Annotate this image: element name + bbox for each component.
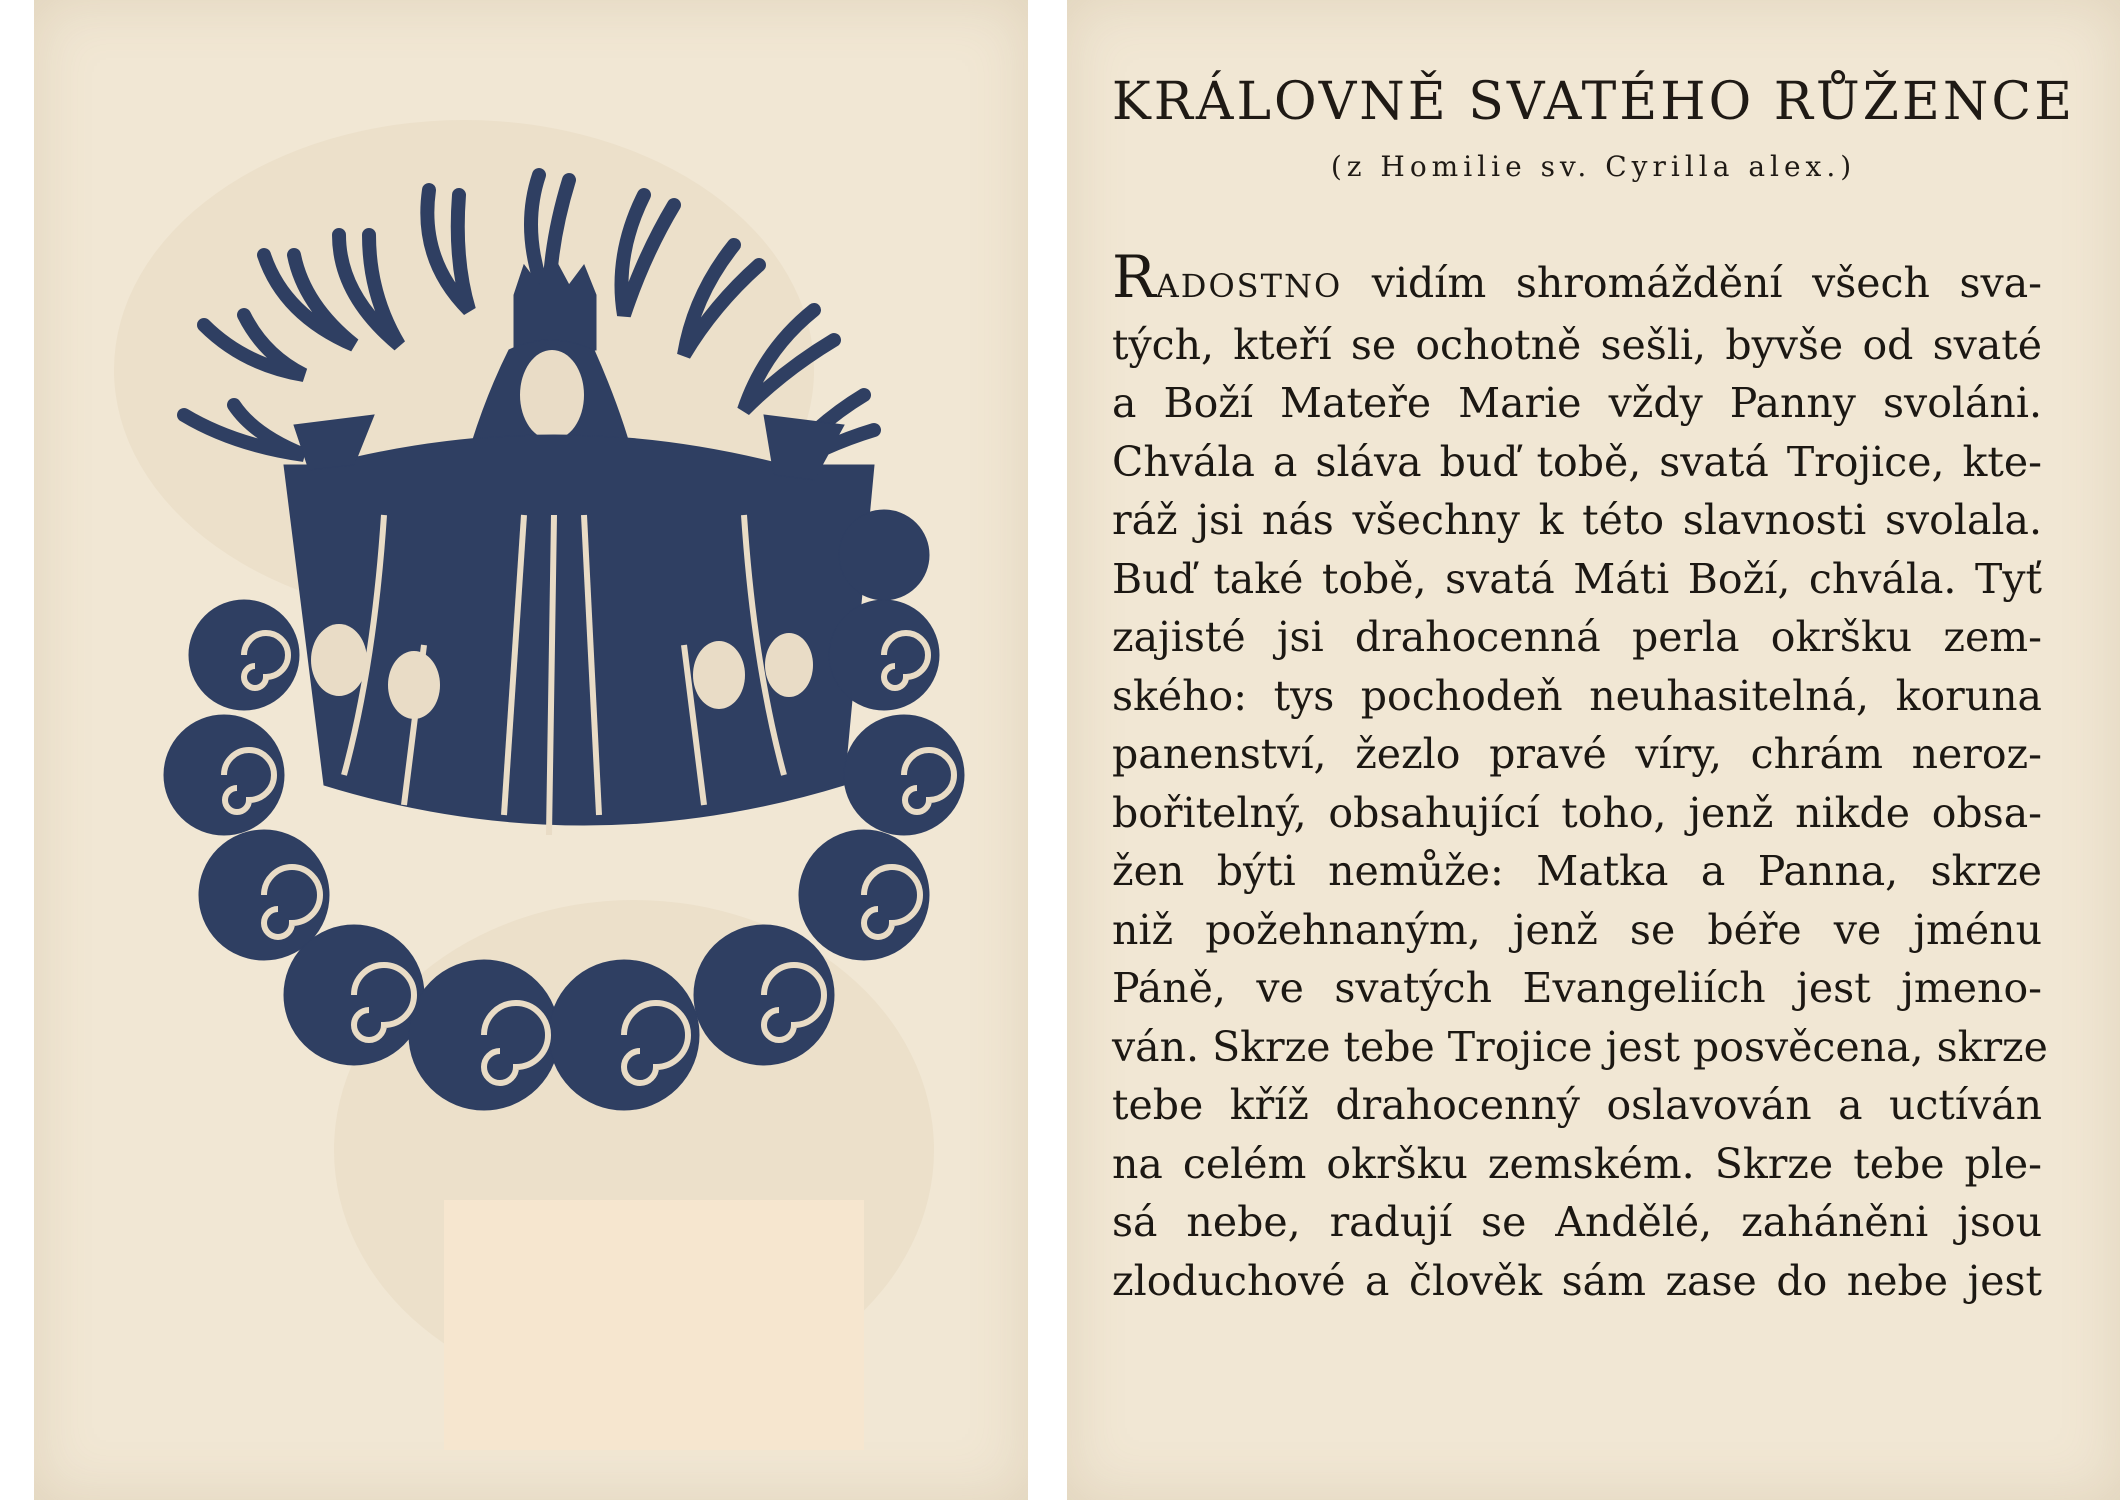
left-page [34,0,1028,1500]
right-page [1067,0,2120,1500]
text-line: bořitelný, obsahující toho, jenž nikde obsa- [1112,788,2042,837]
text-line: na celém okršku zemském. Skrze tebe ple- [1112,1139,2042,1188]
chapter-title: KRÁLOVNĚ SVATÉHO RŮŽENCE [1111,72,2076,132]
text-line: ráž jsi nás všechny k této slavnosti svolala. [1112,496,2042,544]
text-line: Páně, ve svatých Evangeliích jest jmeno- [1112,964,2042,1012]
text-line: sá nebe, radují se Andělé, zaháněni jsou [1112,1198,2042,1246]
text-line: ského: tys pochodeň neuhasitelná, koruna [1112,671,2042,720]
paper-patch [444,1200,864,1450]
text-line: Buď také tobě, svatá Máti Boží, chvála. Tyť [1112,554,2042,603]
text-line: tebe kříž drahocenný oslavován a uctíván [1112,1081,2042,1129]
text-line: panenství, žezlo pravé víry, chrám neroz- [1112,730,2042,778]
text-line: žen býti nemůže: Matka a Panna, skrze [1112,847,2042,895]
first-line-rest: vidím shromáždění všech sva- [1342,259,2042,307]
initial-letter: R [1112,243,1156,311]
woodcut-illustration [124,95,1004,1215]
text-line: Chvála a sláva buď tobě, svatá Trojice, kte- [1112,437,2042,486]
text-line: tých, kteří se ochotně sešli, byvše od svaté [1112,320,2042,369]
text-line: a Boží Mateře Marie vždy Panny svoláni. [1112,379,2042,427]
text-line: ván. Skrze tebe Trojice jest posvěcena, skrze [1112,1022,2048,1071]
chapter-subtitle: (z Homilie sv. Cyrilla alex.) [1330,150,1857,183]
crown [514,257,596,350]
body-text [1112,243,2048,1310]
first-word-smallcaps: ADOSTNO [1155,267,1343,305]
text-line: niž požehnaným, jenž se béře ve jménu [1112,905,2042,954]
text-line: zajisté jsi drahocenná perla okršku zem- [1112,613,2042,661]
text-line [1112,243,2042,316]
text-line: zloduchové a člověk sám zase do nebe jest [1112,1256,2042,1305]
